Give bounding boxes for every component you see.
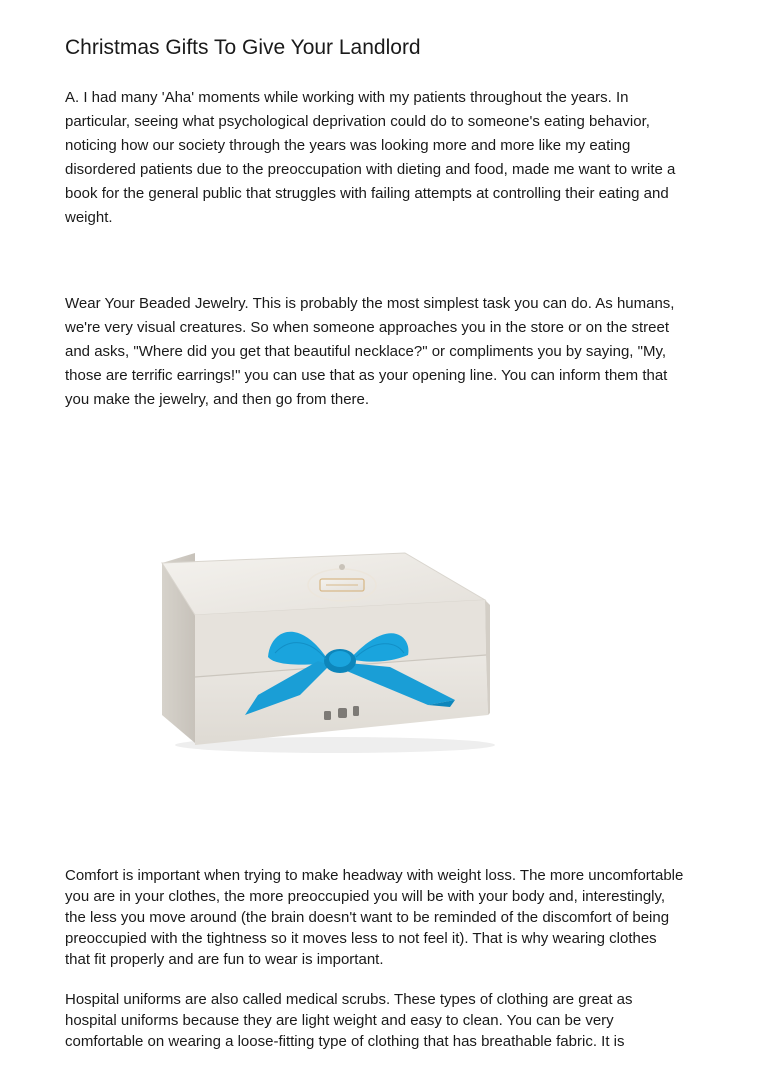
paragraph-line: weight. xyxy=(65,209,113,226)
paragraph-line: particular, seeing what psychological deprivation could do to someone's eating behavior, xyxy=(65,113,650,130)
paragraph-line: you are in your clothes, the more preoccupied you will be with your body and, interestingly, xyxy=(65,888,666,905)
paragraph-line: that fit properly and are fun to wear is important. xyxy=(65,951,384,968)
gift-box-icon xyxy=(150,545,500,755)
paragraph-line: noticing how our society through the years was looking more and more like my eating xyxy=(65,137,631,154)
paragraph-2 xyxy=(65,292,715,412)
paragraph-3 xyxy=(65,865,715,970)
paragraph-line: Wear Your Beaded Jewelry. This is probably the most simplest task you can do. As humans, xyxy=(65,295,675,312)
paragraph-line: preoccupied with the tightness so it moves less to not feel it). That is why wearing clothes xyxy=(65,930,657,947)
paragraph-line: the less you move around (the brain doesn't want to be reminded of the discomfort of being xyxy=(65,909,670,926)
paragraph-line: we're very visual creatures. So when someone approaches you in the store or on the street xyxy=(65,319,670,336)
paragraph-line: A. I had many 'Aha' moments while working with my patients throughout the years. In xyxy=(65,89,629,106)
paragraph-4 xyxy=(65,989,715,1052)
page-title: Christmas Gifts To Give Your Landlord xyxy=(65,36,421,59)
paragraph-line: comfortable on wearing a loose-fitting type of clothing that has breathable fabric. It is xyxy=(65,1033,625,1050)
paragraph-line: Hospital uniforms are also called medical scrubs. These types of clothing are great as xyxy=(65,991,633,1008)
paragraph-line: book for the general public that struggles with failing attempts at controlling their eating and xyxy=(65,185,669,202)
paragraph-line: you make the jewelry, and then go from there. xyxy=(65,391,370,408)
paragraph-line: hospital uniforms because they are light weight and easy to clean. You can be very xyxy=(65,1012,614,1029)
paragraph-line: and asks, "Where did you get that beautiful necklace?" or compliments you by saying, "My, xyxy=(65,343,666,360)
gift-box-image xyxy=(150,545,500,755)
paragraph-line: Comfort is important when trying to make headway with weight loss. The more uncomfortable xyxy=(65,867,684,884)
paragraph-line: those are terrific earrings!" you can use that as your opening line. You can inform them that xyxy=(65,367,668,384)
paragraph-line: disordered patients due to the preoccupation with dieting and food, made me want to write a xyxy=(65,161,676,178)
paragraph-1 xyxy=(65,86,715,230)
